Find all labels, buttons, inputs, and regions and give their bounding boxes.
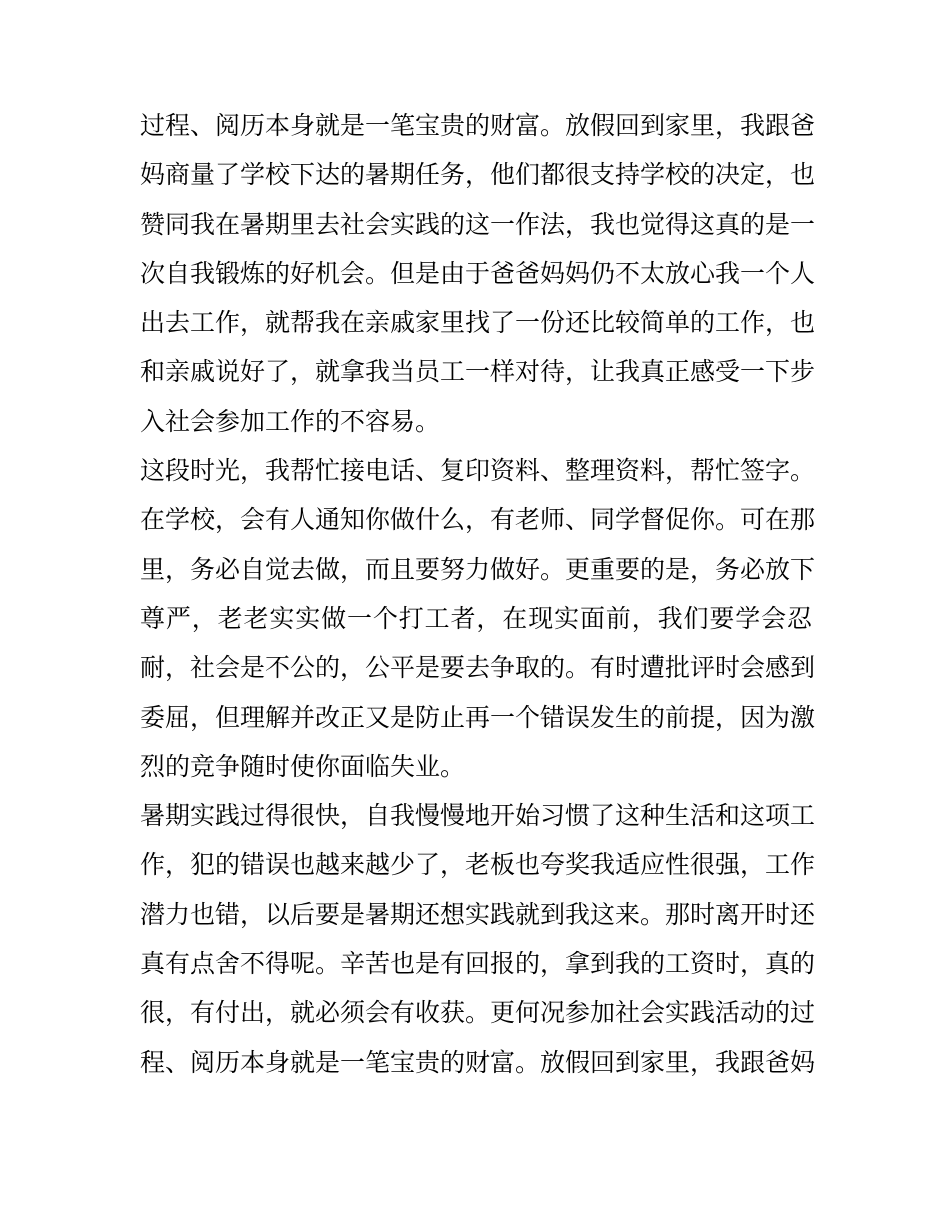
text-line: 暑期实践过得很快，自我慢慢地开始习惯了这种生活和这项工 xyxy=(140,801,816,831)
text-line: 尊严，老老实实做一个打工者，在现实面前，我们要学会忍 xyxy=(140,603,812,633)
body-text xyxy=(140,101,820,1087)
text-line: 烈的竞争随时使你面临失业。 xyxy=(140,751,466,781)
text-line: 出去工作，就帮我在亲戚家里找了一份还比较简单的工作，也 xyxy=(140,308,816,338)
text-line: 程、阅历本身就是一笔宝贵的财富。放假回到家里，我跟爸妈 xyxy=(140,1047,816,1077)
text-line: 在学校，会有人通知你做什么，有老师、同学督促你。可在那 xyxy=(140,505,816,535)
text-line: 很，有付出，就必须会有收获。更何况参加社会实践活动的过 xyxy=(140,998,816,1028)
text-line: 这段时光，我帮忙接电话、复印资料、整理资料，帮忙签字。 xyxy=(140,456,816,486)
text-line: 作，犯的错误也越来越少了，老板也夸奖我适应性很强，工作 xyxy=(140,850,816,880)
text-line: 入社会参加工作的不容易。 xyxy=(140,406,441,436)
text-line: 过程、阅历本身就是一笔宝贵的财富。放假回到家里，我跟爸 xyxy=(140,111,816,140)
text-line: 里，务必自觉去做，而且要努力做好。更重要的是，务必放下 xyxy=(140,554,816,584)
text-line: 真有点舍不得呢。辛苦也是有回报的，拿到我的工资时，真的 xyxy=(140,949,816,979)
text-line: 次自我锻炼的好机会。但是由于爸爸妈妈仍不太放心我一个人 xyxy=(140,258,816,288)
text-line: 赞同我在暑期里去社会实践的这一作法，我也觉得这真的是一 xyxy=(140,209,816,239)
text-line: 潜力也错，以后要是暑期还想实践就到我这来。那时离开时还 xyxy=(140,899,816,929)
text-line: 耐，社会是不公的，公平是要去争取的。有时遭批评时会感到 xyxy=(140,653,816,683)
text-line: 委屈，但理解并改正又是防止再一个错误发生的前提，因为激 xyxy=(140,702,816,732)
text-line: 妈商量了学校下达的暑期任务，他们都很支持学校的决定，也 xyxy=(140,160,816,190)
text-line: 和亲戚说好了，就拿我当员工一样对待，让我真正感受一下步 xyxy=(140,357,816,387)
